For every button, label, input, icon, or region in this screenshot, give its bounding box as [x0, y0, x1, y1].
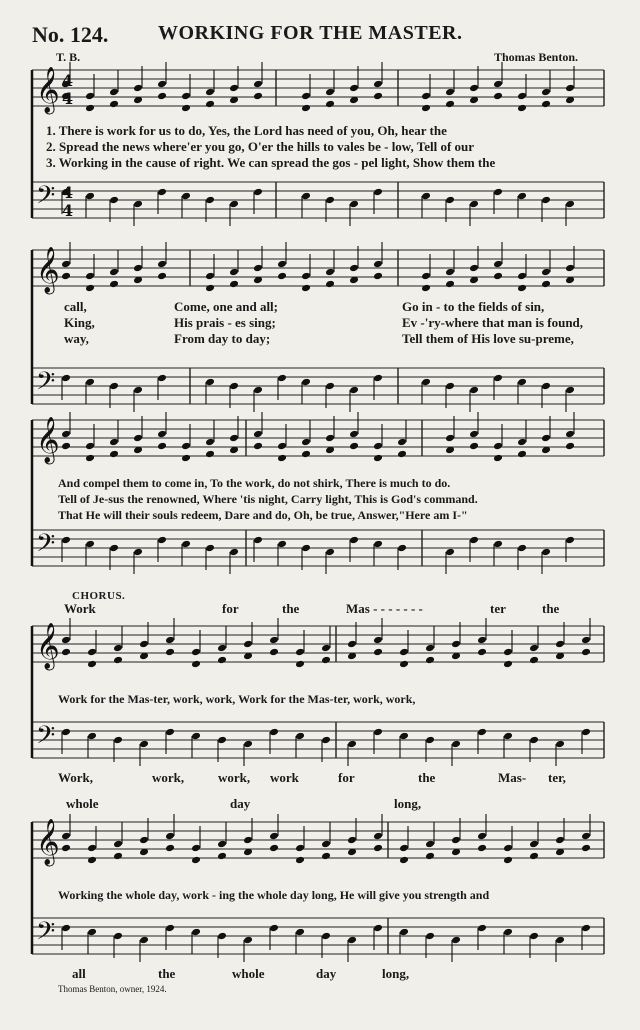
lyric-word: the	[158, 966, 176, 981]
notehead	[581, 648, 591, 657]
lyric-word: day	[230, 796, 251, 811]
notehead	[61, 272, 71, 281]
notehead	[373, 454, 383, 463]
bass-clef-icon: 𝄢	[36, 181, 56, 216]
notehead	[205, 284, 215, 293]
notehead	[399, 660, 409, 669]
notehead	[61, 442, 71, 451]
notehead	[157, 442, 167, 451]
music-credit: T. B.	[56, 50, 81, 64]
notehead	[493, 454, 503, 463]
notehead	[61, 648, 71, 657]
notehead	[253, 442, 263, 451]
lyric-word: work	[270, 770, 299, 785]
notehead	[425, 852, 435, 861]
chorus-mid-1: Work for the Mas-ter, work, work, Work for the Mas-ter, work, work,	[58, 692, 416, 706]
lyric-col3: Go in - to the fields of sin,	[402, 299, 545, 314]
notehead	[397, 450, 407, 459]
notehead	[205, 100, 215, 109]
lyric-word: all	[72, 966, 86, 981]
time-signature: 4	[62, 89, 74, 108]
notehead	[469, 442, 479, 451]
notehead	[373, 272, 383, 281]
notehead	[109, 280, 119, 289]
lyric-word: long,	[394, 796, 422, 811]
hymn-title: WORKING FOR THE MASTER.	[158, 22, 463, 44]
notehead	[191, 856, 201, 865]
lyric-word: Mas - - - - - - -	[346, 601, 423, 616]
notehead	[301, 284, 311, 293]
notehead	[157, 272, 167, 281]
notehead	[113, 656, 123, 665]
notehead	[421, 104, 431, 113]
notehead	[301, 104, 311, 113]
notehead	[373, 844, 383, 853]
treble-clef-icon: 𝄞	[36, 819, 60, 865]
notehead	[349, 442, 359, 451]
verse-2-line-1: 2. Spread the news where'er you go, O'er the hills to vales be - low, Tell of our	[46, 139, 475, 154]
notehead	[253, 92, 263, 101]
copyright-footer: Thomas Benton, owner, 1924.	[58, 984, 167, 994]
notehead	[61, 844, 71, 853]
notehead	[87, 660, 97, 669]
lyric-word: whole	[66, 796, 99, 811]
notehead	[277, 272, 287, 281]
lyric-word: the	[282, 601, 300, 616]
lyric-word: Work,	[58, 770, 94, 785]
notehead	[493, 92, 503, 101]
notehead	[529, 656, 539, 665]
notehead	[217, 656, 227, 665]
notehead	[321, 852, 331, 861]
lyric-col2: Come, one and all;	[174, 299, 278, 314]
lyric-col3: Tell them of His love su-preme,	[402, 331, 574, 346]
verse-1-line-1: 1. There is work for us to do, Yes, the Lord has need of you, Oh, hear the	[46, 123, 447, 138]
lyric-word: for	[222, 601, 239, 616]
notehead	[373, 92, 383, 101]
lyric-word: for	[338, 770, 355, 785]
notehead	[541, 100, 551, 109]
time-signature: 4	[62, 71, 74, 90]
notehead	[157, 92, 167, 101]
notehead	[321, 656, 331, 665]
lyric-col3: Ev -'ry-where that man is found,	[402, 315, 584, 330]
notehead	[205, 450, 215, 459]
lyric-word: work,	[218, 770, 251, 785]
notehead	[269, 844, 279, 853]
lyric-word: the	[542, 601, 560, 616]
notehead	[477, 648, 487, 657]
notehead	[165, 648, 175, 657]
notehead	[445, 280, 455, 289]
notehead	[181, 104, 191, 113]
notehead	[191, 660, 201, 669]
time-signature: 4	[62, 183, 74, 202]
verse-3-line-3: That He will their souls redeem, Dare and do, Oh, be true, Answer,"Here am I-"	[58, 508, 468, 522]
notehead	[325, 100, 335, 109]
treble-clef-icon: 𝄞	[36, 247, 60, 293]
hymn-number: No. 124.	[32, 22, 109, 47]
verse-2-line-3: Tell of Je-sus the renowned, Where 'tis night, Carry light, This is God's command.	[58, 492, 478, 506]
notehead	[373, 648, 383, 657]
notehead	[517, 284, 527, 293]
lyric-col1: way,	[64, 331, 89, 346]
notehead	[85, 104, 95, 113]
bass-clef-icon: 𝄢	[36, 529, 56, 564]
lyric-word: the	[418, 770, 436, 785]
verse-3-line-1: 3. Working in the cause of right. We can spread the gos - pel light, Show them the	[46, 155, 496, 170]
notehead	[445, 100, 455, 109]
notehead	[165, 844, 175, 853]
notehead	[277, 454, 287, 463]
notehead	[295, 856, 305, 865]
notehead	[425, 656, 435, 665]
notehead	[217, 852, 227, 861]
notehead	[109, 100, 119, 109]
lyric-word: day	[316, 966, 337, 981]
lyric-word: ter,	[548, 770, 566, 785]
notehead	[541, 280, 551, 289]
chorus-label: CHORUS.	[72, 590, 126, 602]
lyric-word: work,	[152, 770, 185, 785]
lyric-word: whole	[232, 966, 265, 981]
notehead	[325, 280, 335, 289]
notehead	[493, 272, 503, 281]
notehead	[503, 856, 513, 865]
chorus-mid-2: Working the whole day, work - ing the whole day long, He will give you strength and	[58, 888, 490, 902]
lyric-word: long,	[382, 966, 410, 981]
notehead	[301, 450, 311, 459]
notehead	[269, 648, 279, 657]
notehead	[295, 660, 305, 669]
notehead	[109, 450, 119, 459]
treble-clef-icon: 𝄞	[36, 67, 60, 113]
notehead	[477, 844, 487, 853]
bass-clef-icon: 𝄢	[36, 721, 56, 756]
notehead	[85, 284, 95, 293]
verse-1-line-3: And compel them to come in, To the work, do not shirk, There is much to do.	[58, 476, 451, 490]
notehead	[581, 844, 591, 853]
notehead	[517, 450, 527, 459]
bass-clef-icon: 𝄢	[36, 917, 56, 952]
notehead	[503, 660, 513, 669]
lyric-col2: From day to day;	[174, 331, 271, 346]
time-signature: 4	[62, 201, 74, 220]
notehead	[517, 104, 527, 113]
notehead	[565, 442, 575, 451]
lyric-col1: call,	[64, 299, 87, 314]
treble-clef-icon: 𝄞	[36, 417, 60, 463]
notehead	[181, 454, 191, 463]
notehead	[113, 852, 123, 861]
notehead	[421, 284, 431, 293]
lyric-col2: His prais - es sing;	[174, 315, 276, 330]
lyric-word: ter	[490, 601, 506, 616]
notehead	[229, 280, 239, 289]
author-credit: Thomas Benton.	[493, 50, 578, 64]
treble-clef-icon: 𝄞	[36, 623, 60, 669]
lyric-word: Work	[64, 601, 96, 616]
bass-clef-icon: 𝄢	[36, 367, 56, 402]
notehead	[87, 856, 97, 865]
notehead	[399, 856, 409, 865]
lyric-word: Mas-	[498, 770, 527, 785]
notehead	[85, 454, 95, 463]
lyric-col1: King,	[64, 315, 95, 330]
notehead	[529, 852, 539, 861]
